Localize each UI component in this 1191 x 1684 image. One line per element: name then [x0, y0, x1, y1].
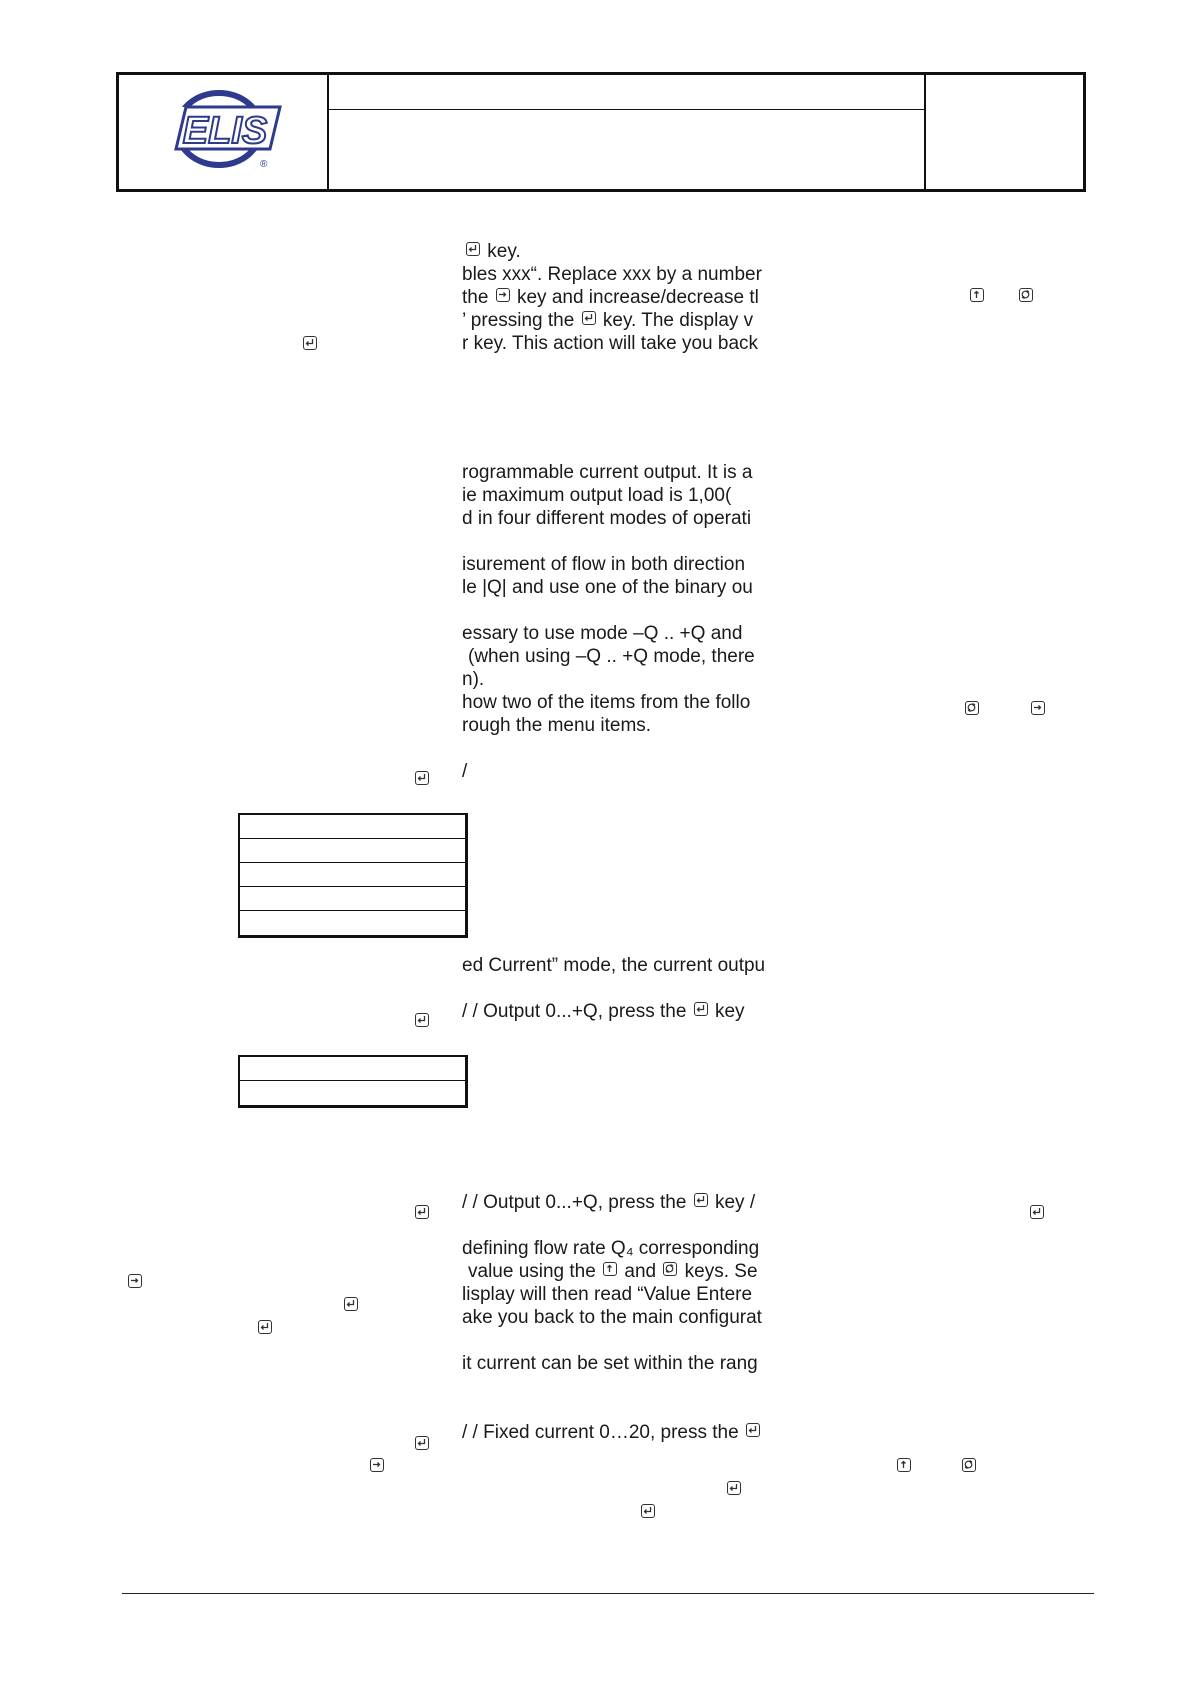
- header-title-row: [329, 75, 924, 110]
- text-line: d in four different modes of operati: [462, 508, 752, 529]
- enter-key-icon: [415, 771, 429, 785]
- up-key-icon: [970, 288, 984, 302]
- logo-registered-mark: ®: [260, 159, 268, 170]
- text-line: the key and increase/decrease tl: [462, 287, 759, 308]
- enter-key-icon: [415, 1205, 429, 1219]
- cycle-key-icon: [962, 1458, 976, 1472]
- enter-key-icon: [641, 1504, 655, 1518]
- table-row: [240, 911, 465, 935]
- text-line: how two of the items from the follo: [462, 692, 751, 713]
- text-line: r key. This action will take you back: [462, 333, 759, 354]
- text-line: ’ pressing the key. The display v: [462, 310, 754, 331]
- right-key-icon: [128, 1274, 142, 1288]
- up-key-icon: [603, 1262, 617, 1276]
- text-line: / / Output 0...+Q, press the key /: [462, 1192, 756, 1213]
- table-row: [240, 1081, 465, 1105]
- right-key-icon: [370, 1458, 384, 1472]
- header-title-cell: [329, 75, 926, 189]
- display-menu-table: [238, 813, 468, 938]
- text-line: rough the menu items.: [462, 715, 652, 736]
- text-line: bles xxx“. Replace xxx by a number: [462, 264, 762, 285]
- enter-key-icon: [746, 1423, 760, 1437]
- enter-key-icon: [344, 1297, 358, 1311]
- text-line: lisplay will then read “Value Entere: [462, 1284, 753, 1305]
- logo-cell: [119, 75, 329, 189]
- text-line: n).: [462, 669, 485, 690]
- enter-key-icon: [466, 242, 480, 256]
- enter-key-icon: [415, 1013, 429, 1027]
- text-line: rogrammable current output. It is a: [462, 462, 753, 483]
- header-page-cell: [925, 75, 1083, 189]
- elis-logo: [162, 87, 292, 173]
- text-line: isurement of flow in both direction: [462, 554, 746, 575]
- text-line: value using the and keys. Se: [468, 1261, 758, 1282]
- enter-key-icon: [727, 1481, 741, 1495]
- text-line: le |Q| and use one of the binary ou: [462, 577, 753, 598]
- enter-key-icon: [303, 336, 317, 350]
- enter-key-icon: [258, 1320, 272, 1334]
- cycle-key-icon: [965, 701, 979, 715]
- right-key-icon: [496, 288, 510, 302]
- body-text-column: [462, 240, 780, 1480]
- cycle-key-icon: [663, 1262, 677, 1276]
- table-row: [240, 863, 465, 887]
- display-output-table: [238, 1055, 468, 1108]
- enter-key-icon: [1030, 1205, 1044, 1219]
- logo-text: ELIS: [182, 110, 268, 152]
- text-line: it current can be set within the rang: [462, 1353, 758, 1374]
- right-key-icon: [1031, 701, 1045, 715]
- text-line: defining flow rate Q₄ corresponding: [462, 1238, 760, 1259]
- text-line: key.: [464, 240, 521, 263]
- text-line: essary to use mode –Q .. +Q and: [462, 623, 743, 644]
- text-line: ie maximum output load is 1,00(: [462, 485, 732, 506]
- enter-key-icon: [694, 1193, 708, 1207]
- text-line: /: [462, 761, 468, 782]
- footer-rule: [122, 1593, 1094, 1594]
- table-row: [240, 815, 465, 839]
- text-line: / / Fixed current 0…20, press the: [462, 1421, 762, 1444]
- enter-key-icon: [415, 1436, 429, 1450]
- text-line: ake you back to the main configurat: [462, 1307, 762, 1328]
- document-header: [116, 72, 1086, 192]
- enter-key-icon: [694, 1002, 708, 1016]
- cycle-key-icon: [1019, 288, 1033, 302]
- enter-key-icon: [582, 311, 596, 325]
- up-key-icon: [897, 1458, 911, 1472]
- table-row: [240, 887, 465, 911]
- text-line: ed Current” mode, the current outpu: [462, 955, 766, 976]
- text-line: / / Output 0...+Q, press the key: [462, 1001, 745, 1022]
- text-line: (when using –Q .. +Q mode, there: [468, 646, 755, 667]
- table-row: [240, 839, 465, 863]
- table-row: [240, 1057, 465, 1081]
